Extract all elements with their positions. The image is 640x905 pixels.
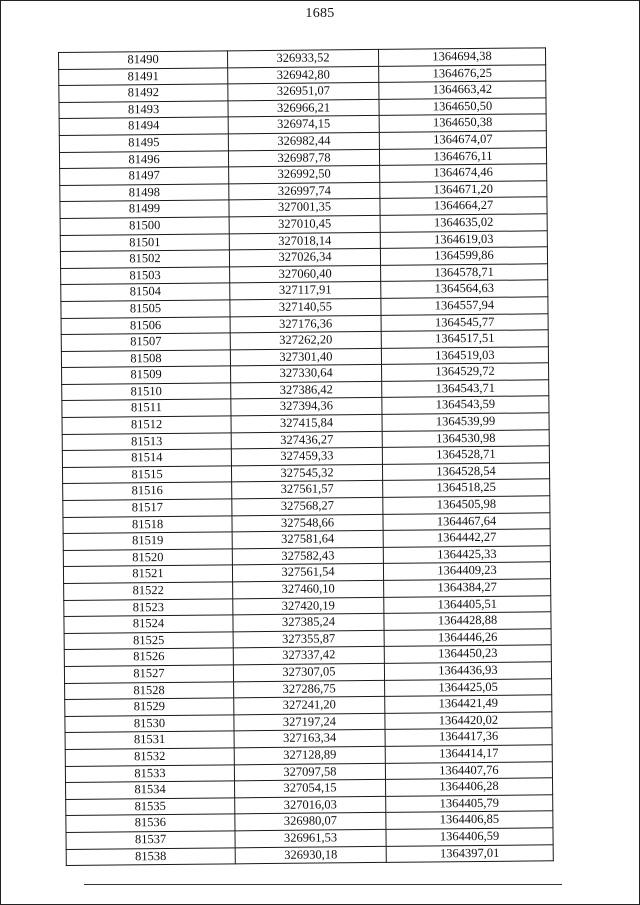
page-number: 1685 bbox=[305, 6, 335, 21]
y-coordinate-cell: 1364557,94 bbox=[381, 297, 548, 315]
x-coordinate-cell: 327176,36 bbox=[230, 315, 381, 333]
x-coordinate-cell: 327337,42 bbox=[233, 647, 384, 665]
point-number-cell: 81525 bbox=[64, 632, 233, 650]
x-coordinate-cell: 326930,18 bbox=[235, 846, 386, 864]
x-coordinate-cell: 327545,32 bbox=[231, 464, 382, 482]
point-number-cell: 81532 bbox=[65, 748, 234, 766]
point-number-cell: 81509 bbox=[62, 366, 231, 384]
y-coordinate-cell: 1364405,79 bbox=[386, 795, 553, 813]
point-number-cell: 81492 bbox=[59, 84, 228, 102]
y-coordinate-cell: 1364467,64 bbox=[383, 512, 550, 530]
point-number-cell: 81523 bbox=[64, 598, 233, 616]
x-coordinate-cell: 327241,20 bbox=[234, 697, 385, 715]
point-number-cell: 81530 bbox=[65, 715, 234, 733]
point-number-cell: 81506 bbox=[61, 316, 230, 334]
x-coordinate-cell: 327117,91 bbox=[230, 282, 381, 300]
y-coordinate-cell: 1364420,02 bbox=[385, 712, 552, 730]
point-number-cell: 81493 bbox=[59, 101, 228, 119]
bottom-rule bbox=[84, 884, 562, 885]
x-coordinate-cell: 327548,66 bbox=[232, 514, 383, 532]
point-number-cell: 81503 bbox=[61, 267, 230, 285]
point-number-cell: 81537 bbox=[66, 831, 235, 849]
y-coordinate-cell: 1364517,51 bbox=[381, 330, 548, 348]
y-coordinate-cell: 1364543,71 bbox=[382, 380, 549, 398]
x-coordinate-cell: 327163,34 bbox=[234, 730, 385, 748]
y-coordinate-cell: 1364664,27 bbox=[380, 197, 547, 215]
point-number-cell: 81496 bbox=[59, 150, 228, 168]
point-number-cell: 81505 bbox=[61, 300, 230, 318]
point-number-cell: 81501 bbox=[60, 233, 229, 251]
x-coordinate-cell: 327140,55 bbox=[230, 298, 381, 316]
point-number-cell: 81520 bbox=[63, 549, 232, 567]
y-coordinate-cell: 1364425,05 bbox=[385, 678, 552, 696]
x-coordinate-cell: 326933,52 bbox=[227, 49, 378, 67]
point-number-cell: 81529 bbox=[65, 698, 234, 716]
x-coordinate-cell: 327561,54 bbox=[232, 564, 383, 582]
y-coordinate-cell: 1364406,59 bbox=[386, 828, 553, 846]
point-number-cell: 81535 bbox=[66, 798, 235, 816]
y-coordinate-cell: 1364650,50 bbox=[379, 98, 546, 116]
y-coordinate-cell: 1364635,02 bbox=[380, 214, 547, 232]
x-coordinate-cell: 327286,75 bbox=[234, 680, 385, 698]
y-coordinate-cell: 1364428,88 bbox=[384, 612, 551, 630]
x-coordinate-cell: 327581,64 bbox=[232, 531, 383, 549]
x-coordinate-cell: 327054,15 bbox=[235, 780, 386, 798]
y-coordinate-cell: 1364409,23 bbox=[383, 562, 550, 580]
y-coordinate-cell: 1364578,71 bbox=[381, 264, 548, 282]
y-coordinate-cell: 1364528,54 bbox=[382, 463, 549, 481]
y-coordinate-cell: 1364414,17 bbox=[385, 745, 552, 763]
y-coordinate-cell: 1364417,36 bbox=[385, 728, 552, 746]
y-coordinate-cell: 1364694,38 bbox=[378, 48, 545, 66]
y-coordinate-cell: 1364530,98 bbox=[382, 429, 549, 447]
y-coordinate-cell: 1364446,26 bbox=[384, 629, 551, 647]
x-coordinate-cell: 327460,10 bbox=[233, 580, 384, 598]
point-number-cell: 81515 bbox=[62, 466, 231, 484]
point-number-cell: 81490 bbox=[59, 51, 228, 69]
y-coordinate-cell: 1364674,46 bbox=[380, 164, 547, 182]
x-coordinate-cell: 326974,15 bbox=[228, 116, 379, 134]
point-number-cell: 81512 bbox=[62, 416, 231, 434]
point-number-cell: 81534 bbox=[66, 781, 235, 799]
x-coordinate-cell: 327355,87 bbox=[233, 630, 384, 648]
point-number-cell: 81500 bbox=[60, 217, 229, 235]
x-coordinate-cell: 326961,53 bbox=[235, 829, 386, 847]
x-coordinate-cell: 327301,40 bbox=[230, 348, 381, 366]
point-number-cell: 81494 bbox=[59, 117, 228, 135]
point-number-cell: 81522 bbox=[64, 582, 233, 600]
x-coordinate-cell: 327016,03 bbox=[235, 796, 386, 814]
point-number-cell: 81533 bbox=[65, 764, 234, 782]
x-coordinate-cell: 327415,84 bbox=[231, 414, 382, 432]
x-coordinate-cell: 327561,57 bbox=[232, 481, 383, 499]
y-coordinate-cell: 1364529,72 bbox=[382, 363, 549, 381]
point-number-cell: 81528 bbox=[65, 681, 234, 699]
x-coordinate-cell: 327568,27 bbox=[232, 497, 383, 515]
coordinates-table-wrapper bbox=[58, 47, 550, 866]
y-coordinate-cell: 1364518,25 bbox=[383, 479, 550, 497]
point-number-cell: 81517 bbox=[63, 499, 232, 517]
point-number-cell: 81531 bbox=[65, 731, 234, 749]
x-coordinate-cell: 327436,27 bbox=[231, 431, 382, 449]
y-coordinate-cell: 1364663,42 bbox=[379, 81, 546, 99]
point-number-cell: 81491 bbox=[59, 67, 228, 85]
y-coordinate-cell: 1364505,98 bbox=[383, 496, 550, 514]
point-number-cell: 81510 bbox=[62, 383, 231, 401]
x-coordinate-cell: 326997,74 bbox=[229, 182, 380, 200]
x-coordinate-cell: 327197,24 bbox=[234, 713, 385, 731]
y-coordinate-cell: 1364384,27 bbox=[384, 579, 551, 597]
point-number-cell: 81536 bbox=[66, 814, 235, 832]
x-coordinate-cell: 327262,20 bbox=[230, 332, 381, 350]
y-coordinate-cell: 1364425,33 bbox=[383, 546, 550, 564]
y-coordinate-cell: 1364528,71 bbox=[382, 446, 549, 464]
y-coordinate-cell: 1364619,03 bbox=[380, 230, 547, 248]
point-number-cell: 81516 bbox=[63, 482, 232, 500]
y-coordinate-cell: 1364407,76 bbox=[385, 761, 552, 779]
point-number-cell: 81504 bbox=[61, 283, 230, 301]
y-coordinate-cell: 1364519,03 bbox=[381, 346, 548, 364]
y-coordinate-cell: 1364543,59 bbox=[382, 396, 549, 414]
coordinates-table-body bbox=[59, 48, 554, 866]
point-number-cell: 81518 bbox=[63, 515, 232, 533]
point-number-cell: 81519 bbox=[63, 532, 232, 550]
point-number-cell: 81538 bbox=[66, 847, 235, 865]
x-coordinate-cell: 327386,42 bbox=[231, 381, 382, 399]
x-coordinate-cell: 327420,19 bbox=[233, 597, 384, 615]
y-coordinate-cell: 1364406,85 bbox=[386, 811, 553, 829]
y-coordinate-cell: 1364450,23 bbox=[384, 645, 551, 663]
x-coordinate-cell: 327385,24 bbox=[233, 614, 384, 632]
y-coordinate-cell: 1364436,93 bbox=[384, 662, 551, 680]
point-number-cell: 81498 bbox=[60, 184, 229, 202]
x-coordinate-cell: 326951,07 bbox=[228, 83, 379, 101]
x-coordinate-cell: 327097,58 bbox=[234, 763, 385, 781]
y-coordinate-cell: 1364676,25 bbox=[379, 64, 546, 82]
x-coordinate-cell: 326942,80 bbox=[228, 66, 379, 84]
x-coordinate-cell: 327060,40 bbox=[230, 265, 381, 283]
x-coordinate-cell: 327459,33 bbox=[231, 448, 382, 466]
point-number-cell: 81502 bbox=[60, 250, 229, 268]
x-coordinate-cell: 327010,45 bbox=[229, 215, 380, 233]
x-coordinate-cell: 327307,05 bbox=[233, 663, 384, 681]
point-number-cell: 81513 bbox=[62, 433, 231, 451]
y-coordinate-cell: 1364442,27 bbox=[383, 529, 550, 547]
point-number-cell: 81511 bbox=[62, 399, 231, 417]
point-number-cell: 81521 bbox=[63, 565, 232, 583]
y-coordinate-cell: 1364545,77 bbox=[381, 313, 548, 331]
x-coordinate-cell: 327018,14 bbox=[229, 232, 380, 250]
y-coordinate-cell: 1364564,63 bbox=[381, 280, 548, 298]
y-coordinate-cell: 1364671,20 bbox=[380, 181, 547, 199]
point-number-cell: 81508 bbox=[61, 350, 230, 368]
y-coordinate-cell: 1364650,38 bbox=[379, 114, 546, 132]
y-coordinate-cell: 1364676,11 bbox=[379, 147, 546, 165]
y-coordinate-cell: 1364674,07 bbox=[379, 131, 546, 149]
x-coordinate-cell: 327128,89 bbox=[234, 746, 385, 764]
y-coordinate-cell: 1364421,49 bbox=[385, 695, 552, 713]
point-number-cell: 81497 bbox=[60, 167, 229, 185]
x-coordinate-cell: 327394,36 bbox=[231, 398, 382, 416]
point-number-cell: 81526 bbox=[64, 648, 233, 666]
point-number-cell: 81507 bbox=[61, 333, 230, 351]
coordinates-table bbox=[58, 47, 554, 866]
point-number-cell: 81527 bbox=[64, 665, 233, 683]
y-coordinate-cell: 1364406,28 bbox=[385, 778, 552, 796]
x-coordinate-cell: 327026,34 bbox=[229, 249, 380, 267]
x-coordinate-cell: 326966,21 bbox=[228, 99, 379, 117]
x-coordinate-cell: 326987,78 bbox=[228, 149, 379, 167]
point-number-cell: 81514 bbox=[62, 449, 231, 467]
y-coordinate-cell: 1364599,86 bbox=[380, 247, 547, 265]
x-coordinate-cell: 326980,07 bbox=[235, 813, 386, 831]
point-number-cell: 81499 bbox=[60, 200, 229, 218]
y-coordinate-cell: 1364539,99 bbox=[382, 413, 549, 431]
y-coordinate-cell: 1364405,51 bbox=[384, 595, 551, 613]
x-coordinate-cell: 327001,35 bbox=[229, 199, 380, 217]
x-coordinate-cell: 326982,44 bbox=[228, 132, 379, 150]
y-coordinate-cell: 1364397,01 bbox=[386, 844, 553, 862]
point-number-cell: 81495 bbox=[59, 134, 228, 152]
point-number-cell: 81524 bbox=[64, 615, 233, 633]
x-coordinate-cell: 327330,64 bbox=[231, 365, 382, 383]
x-coordinate-cell: 327582,43 bbox=[232, 547, 383, 565]
x-coordinate-cell: 326992,50 bbox=[229, 166, 380, 184]
